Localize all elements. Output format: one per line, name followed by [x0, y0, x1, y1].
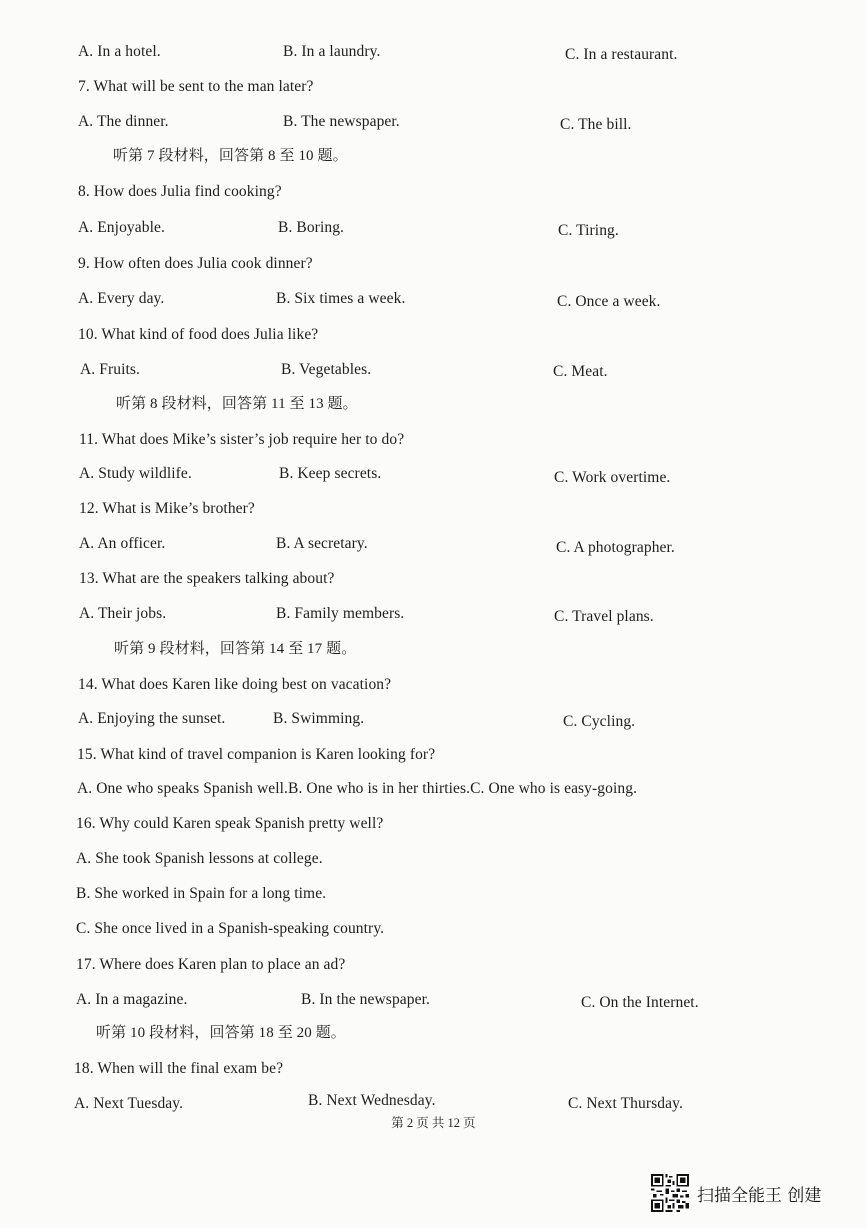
question-15: 15. What kind of travel companion is Karen looking for?	[77, 746, 436, 763]
question-7: 7. What will be sent to the man later?	[78, 78, 314, 95]
section-9-instruction: 听第 9 段材料，回答第 14 至 17 题。	[114, 641, 357, 657]
q17-option-c: C. On the Internet.	[581, 994, 699, 1011]
q18-option-c: C. Next Thursday.	[568, 1095, 683, 1112]
q13-option-c: C. Travel plans.	[554, 608, 654, 625]
question-18: 18. When will the final exam be?	[74, 1060, 284, 1077]
q6-option-b: B. In a laundry.	[283, 43, 381, 60]
question-11: 11. What does Mike’s sister’s job require her to do?	[79, 431, 405, 448]
q16-option-b: B. She worked in Spain for a long time.	[76, 885, 327, 902]
q6-option-c: C. In a restaurant.	[565, 46, 678, 63]
q12-option-b: B. A secretary.	[276, 535, 368, 552]
q15-options: A. One who speaks Spanish well.B. One who is in her thirties.C. One who is easy-going.	[77, 780, 638, 797]
q12-option-c: C. A photographer.	[556, 539, 675, 556]
section-7-instruction: 听第 7 段材料，回答第 8 至 10 题。	[113, 148, 348, 164]
question-17: 17. Where does Karen plan to place an ad?	[76, 956, 346, 973]
section-8-instruction: 听第 8 段材料，回答第 11 至 13 题。	[116, 396, 358, 412]
q17-option-a: A. In a magazine.	[76, 991, 188, 1008]
q9-option-a: A. Every day.	[78, 290, 165, 307]
q13-option-a: A. Their jobs.	[79, 605, 167, 622]
q11-option-b: B. Keep secrets.	[279, 465, 382, 482]
q17-option-b: B. In the newspaper.	[301, 991, 430, 1008]
q7-option-a: A. The dinner.	[78, 113, 169, 130]
question-10: 10. What kind of food does Julia like?	[78, 326, 319, 343]
q9-option-b: B. Six times a week.	[276, 290, 406, 307]
q11-option-a: A. Study wildlife.	[79, 465, 192, 482]
q7-option-c: C. The bill.	[560, 116, 632, 133]
q14-option-c: C. Cycling.	[563, 713, 636, 730]
question-8: 8. How does Julia find cooking?	[78, 183, 282, 200]
question-9: 9. How often does Julia cook dinner?	[78, 255, 313, 272]
q18-option-b: B. Next Wednesday.	[308, 1092, 436, 1109]
q16-option-c: C. She once lived in a Spanish-speaking country.	[76, 920, 385, 937]
q16-option-a: A. She took Spanish lessons at college.	[76, 850, 323, 867]
q14-option-a: A. Enjoying the sunset.	[78, 710, 226, 727]
section-10-instruction: 听第 10 段材料，回答第 18 至 20 题。	[96, 1025, 346, 1041]
question-12: 12. What is Mike’s brother?	[79, 500, 255, 517]
q10-option-c: C. Meat.	[553, 363, 608, 380]
q13-option-b: B. Family members.	[276, 605, 405, 622]
q14-option-b: B. Swimming.	[273, 710, 365, 727]
question-13: 13. What are the speakers talking about?	[79, 570, 335, 587]
scanner-watermark	[651, 1174, 821, 1212]
qr-code-icon	[651, 1174, 689, 1212]
q10-option-a: A. Fruits.	[80, 361, 140, 378]
q8-option-c: C. Tiring.	[558, 222, 619, 239]
watermark-label: 扫描全能王 创建	[697, 1185, 822, 1206]
q8-option-b: B. Boring.	[278, 219, 345, 236]
question-16: 16. Why could Karen speak Spanish pretty well?	[76, 815, 384, 832]
q7-option-b: B. The newspaper.	[283, 113, 400, 130]
q8-option-a: A. Enjoyable.	[78, 219, 165, 236]
page-number: 第 2 页 共 12 页	[391, 1116, 476, 1130]
q6-option-a: A. In a hotel.	[78, 43, 161, 60]
q9-option-c: C. Once a week.	[557, 293, 661, 310]
q11-option-c: C. Work overtime.	[554, 469, 671, 486]
q10-option-b: B. Vegetables.	[281, 361, 372, 378]
q12-option-a: A. An officer.	[79, 535, 166, 552]
q18-option-a: A. Next Tuesday.	[74, 1095, 184, 1112]
question-14: 14. What does Karen like doing best on vacation?	[78, 676, 392, 693]
